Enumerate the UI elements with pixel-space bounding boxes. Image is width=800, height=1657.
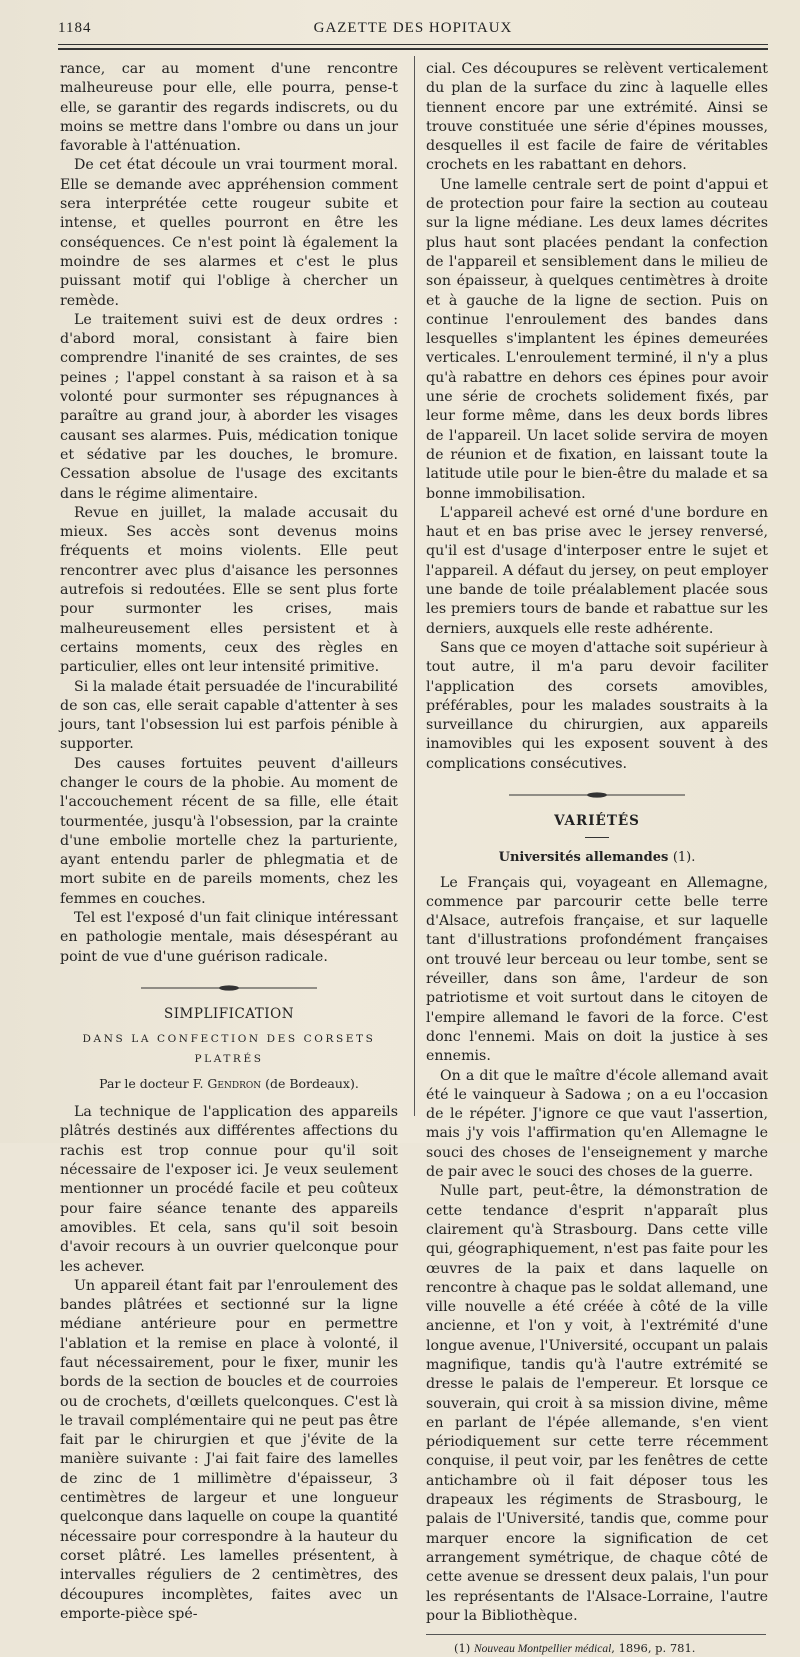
paragraph: De cet état découle un vrai tourment moral. Elle se demande avec appréhension comment sera interprétée cette rougeur subite et intense, et quelles pourront en être les conséquences. Ce n'est point là également la moindre de ses alarmes et c'est le plus puissant motif qui l'oblige à chercher un remède. <box>60 157 398 309</box>
left-column <box>60 60 398 1624</box>
section-title-rule <box>585 837 609 838</box>
section-ornament <box>60 977 398 999</box>
section-ornament <box>426 784 768 806</box>
paragraph: Revue en juillet, la malade accusait du mieux. Ses accès sont devenus moins fréquents et moins violents. Elle peut rencontrer avec plus d'aisance les personnes autrefois si redoutées. Elle se sent plus forte pour surmonter les crises, mais malheureusement elles persistent et à certains moments, ceux des règles en particulier, elles ont leur intensité primitive. <box>60 504 398 676</box>
paragraph: On a dit que le maître d'école allemand avait été le vainqueur à Sadowa ; on a eu l'occasion de le répéter. J'ignore ce que vaut l'assertion, mais j'y vois l'affirmation qu'en Allemagne le souci des choses de l'enseignement y marche de pair avec le souci des choses de la guerre. <box>426 1067 768 1181</box>
footnote-mark: (1) <box>454 1641 471 1656</box>
paragraph: Le Français qui, voyageant en Allemagne, commence par parcourir cette belle terre d'Alsace, autrefois française, et sur laquelle tant d'illustrations profondément françaises ont trouvé leur berceau ou leur tombe, sent se réveiller, dans son âme, l'ardeur de son patriotisme et voit surtout dans le citoyen de l'empire allemand le favori de la force. C'est donc l'ennemi. Mais on doit la justice à ses ennemis. <box>426 874 768 1065</box>
paragraph: Nulle part, peut-être, la démonstration de cette tendance d'esprit n'apparaît plus clairement qu'à Strasbourg. Dans cette ville qui, géographiquement, n'est pas faite pour les œuvres de la paix et dans laquelle on rencontre à chaque pas le soldat allemand, une ville nouvelle a été créée à côté de la ville ancienne, et l'on y voit, à l'extrémité d'une longue avenue, l'Université, occupant un palais magnifique, tandis qu'à l'autre extrémité se dresse le palais de l'empereur. Et lorsque ce souverain, qui croit à sa mission divine, même en parlant de l'épée allemande, s'en vient périodiquement sur cette terre récemment conquise, il peut voir, par les fenêtres de cette antichambre où il fait déposer tous les drapeaux les régiments de Strasbourg, le palais de l'Université, tandis que, comme pour marquer encore la signification de cet arrangement symétrique, de chaque côté de cette avenue se dressent deux palais, l'un pour les représentants de l'Alsace-Lorraine, l'autre pour la Bibliothèque. <box>426 1183 768 1624</box>
footnote-rule <box>426 1634 766 1635</box>
page-number: 1184 <box>58 20 92 36</box>
ornament-rule-icon <box>509 791 685 799</box>
section-subtitle <box>426 848 768 867</box>
paragraph: Une lamelle centrale sert de point d'appui et de protection pour faire la section au couteau sur la ligne médiane. Les deux lames décrites plus haut sont placées pendant la confection de l'appareil et sensiblement dans le milieu de son épaisseur, à quelques centimètres à droite et à gauche de la ligne de section. Puis on continue l'enroulement des bandes dans lesquelles s'implantent les épines demeurées verticales. L'enroulement terminé, il n'y a plus qu'à rabattre en dehors ces épines pour avoir une série de crochets solidement fixés, par leur forme même, dans les deux bords libres de l'appareil. Un lacet solide servira de moyen de réunion et de fixation, en laissant toute la latitude utile pour le bien-être du malade et sa bonne immobilisation. <box>426 176 768 502</box>
paragraph: rance, car au moment d'une rencontre malheureuse pour elle, elle pourra, pense-t elle, se garantir des regards indiscrets, ou du moins se mettre dans l'ombre ou dans un jour favorable à l'atténuation. <box>60 61 398 155</box>
footnote <box>426 1641 768 1657</box>
paragraph: Tel est l'exposé d'un fait clinique intéressant en pathologie mentale, mais désespérant au point de vue d'une guérison radicale. <box>60 910 398 965</box>
paragraph: cial. Ces découpures se relèvent verticalement du plan de la surface du zinc à laquelle elles tiennent encore par une extrémité. Ainsi se trouve constituée une série d'épines mousses, desquelles il est facile de faire de véritables crochets en les rabattant en dehors. <box>426 61 768 174</box>
article-title: SIMPLIFICATION <box>163 1005 295 1022</box>
paragraph: Des causes fortuites peuvent d'ailleurs changer le cours de la phobie. Au moment de l'accouchement récent de sa fille, elle était tourmentée, jusqu'à l'obsession, par la crainte d'une embolie mortelle chez la parturiente, ayant entendu parler de phlegmatia et de mort subite en de pareils moments, chez les femmes en couches. <box>60 755 398 907</box>
column-divider <box>414 56 415 1116</box>
right-column <box>426 60 768 1657</box>
paragraph: Sans que ce moyen d'attache soit supérieur à tout autre, il m'a paru devoir faciliter l'application des corsets amovibles, préférables, pour les malades soustraits à la surveillance du chirurgien, aux appareils inamovibles qui les exposent souvent à des complications consécutives. <box>426 639 768 772</box>
section-title: VARIÉTÉS <box>554 812 640 829</box>
header-rule-thick <box>58 48 768 50</box>
paragraph: Si la malade était persuadée de l'incurabilité de son cas, elle serait capable d'attenter à ses jours, tant l'obsession lui est parfois pénible à supporter. <box>60 678 398 753</box>
paragraph: L'appareil achevé est orné d'une bordure en haut et en bas prise avec le jersey renversé, qu'il est d'usage d'interposer entre le sujet et l'appareil. A défaut du jersey, on peut employer une bande de toile préalablement placée sous les premiers tours de bande et rabattue sur les derniers, auxquels elle reste adhérente. <box>426 504 768 637</box>
paragraph: La technique de l'application des appareils plâtrés destinés aux différentes affections du rachis est trop connue pour qu'il soit nécessaire de l'exposer ici. Je veux seulement mentionner un procédé facile et peu coûteux pour faire séance tenante des appareils amovibles. Et cela, sans qu'il soit besoin d'avoir recours à un ouvrier quelconque pour les achever. <box>60 1104 398 1275</box>
journal-title: GAZETTE DES HOPITAUX <box>313 20 513 36</box>
footnote-ref: (1). <box>672 850 696 866</box>
footnote-source: Nouveau Montpellier médical <box>473 1643 612 1656</box>
author-suffix: (de Bordeaux). <box>265 1075 359 1091</box>
author-name: Gendron <box>207 1075 262 1091</box>
paragraph: Le traitement suivi est de deux ordres : d'abord moral, consistant à faire bien comprendre l'inanité de ses craintes, de ses peines ; l'appel constant à sa raison et à sa volonté pour surmonter ses répugnances à paraître au grand jour, à aborder les visages causant ses alarmes. Puis, médication tonique et sédative par les douches, le bromure. Cessation absolue de l'usage des excitants dans le régime alimentaire. <box>60 311 398 502</box>
page-header <box>58 18 768 38</box>
paragraph: Un appareil étant fait par l'enroulement des bandes plâtrées et sectionné sur la ligne médiane antérieure pour en permettre l'ablation et la remise en place à volonté, il faut nécessairement, pour le fixer, munir les bords de la section de boucles et de courroies ou de crochets, d'œillets quelconques. C'est là le travail complémentaire qui ne peut pas être fait par le chirurgien et que j'évite de la manière suivante : J'ai fait faire des lamelles de zinc de 1 millimètre d'épaisseur, 3 centimètres de largeur et une longueur quelconque dans laquelle on coupe la quantité nécessaire pour correspondre à la hauteur du corset plâtré. Les lamelles présentent, à intervalles réguliers de 2 centimètres, des découpures incomplètes, faites avec un emporte-pièce spé- <box>60 1277 398 1622</box>
article-subtitle: DANS LA CONFECTION DES CORSETS PLATRÉS <box>82 1033 376 1065</box>
author-prefix: Par le docteur F. <box>99 1075 204 1091</box>
header-rule <box>58 44 768 45</box>
article-author <box>60 1074 398 1093</box>
ornament-rule-icon <box>141 984 317 992</box>
footnote-tail: , 1896, p. 781. <box>611 1641 696 1656</box>
subtitle-text: Universités allemandes <box>498 850 669 866</box>
